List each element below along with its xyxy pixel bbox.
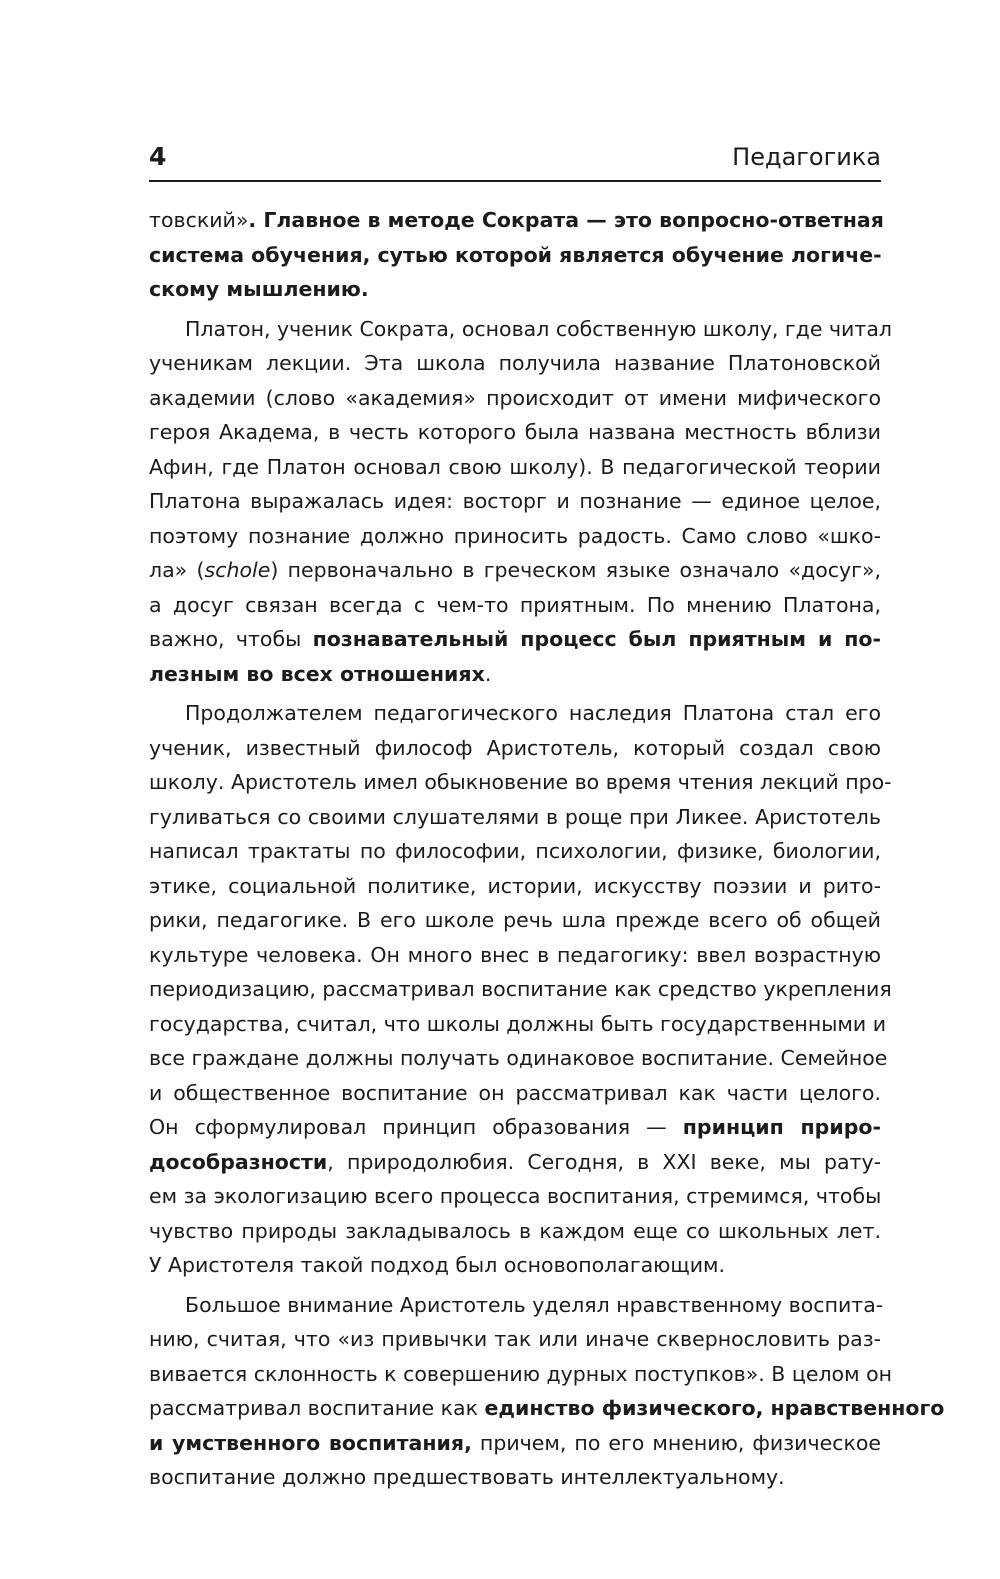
text-run: а досуг связан всегда с чем-то приятным. По мнению Платона, [149, 592, 881, 617]
bold-text: скому мышлению. [149, 277, 369, 301]
text-run: ем за экологизацию всего процесса воспитания, стремимся, чтобы [149, 1184, 882, 1208]
text-run: культуре человека. Он много внес в педагогику: ввел возрастную [149, 942, 881, 967]
running-title: Педагогика [732, 143, 881, 171]
text-line [149, 1179, 881, 1214]
text-line [149, 272, 881, 307]
text-line [149, 1460, 881, 1495]
text-line [149, 450, 881, 485]
text-run: У Аристотеля такой подход был основополагающим. [149, 1253, 726, 1277]
bold-text: система обучения, сутью которой является обучение логиче- [149, 242, 882, 267]
text-run: академии (слово «академия» происходит от имени мифического [149, 385, 881, 410]
bold-text: принцип приро- [682, 1115, 881, 1139]
text-run: Он сформулировал принцип образования — [149, 1115, 683, 1139]
text-run: периодизацию, рассматривал воспитание как средство укрепления [149, 977, 892, 1001]
text-run: нию, считая, что «из привычки так или иначе сквернословить раз- [149, 1327, 881, 1351]
text-line [149, 1076, 881, 1111]
text-line [149, 1248, 881, 1283]
text-run: , природолюбия. Сегодня, в XXI веке, мы рату- [327, 1149, 881, 1174]
text-run: рики, педагогике. В его школе речь шла прежде всего об общей [149, 908, 881, 932]
text-line [149, 1322, 881, 1357]
text-line [149, 1110, 881, 1145]
text-line [149, 903, 881, 938]
text-line [149, 800, 881, 835]
text-run: написал трактаты по философии, психологии, физике, биологии, [149, 839, 881, 863]
text-line [149, 1145, 881, 1180]
book-page [149, 0, 945, 1579]
text-line [149, 1391, 945, 1426]
text-line [149, 519, 881, 554]
text-run: все граждане должны получать одинаковое воспитание. Семейное [149, 1046, 888, 1070]
bold-text: лезным во всех отношениях [149, 661, 485, 686]
page-header [149, 138, 881, 182]
text-line [149, 1041, 888, 1076]
page-number: 4 [149, 142, 167, 171]
text-run: ) первоначально в греческом языке означало «досуг», [270, 558, 881, 582]
text-line [149, 346, 881, 381]
text-run: воспитание должно предшествовать интеллектуальному. [149, 1465, 785, 1489]
text-line [149, 731, 881, 766]
italic-text: schole [204, 558, 271, 582]
text-run: гуливаться со своими слушателями в роще при Ликее. Аристотель [149, 804, 881, 829]
text-line [149, 203, 884, 238]
text-run: Большое внимание Аристотель уделял нравственному воспита- [185, 1292, 884, 1317]
text-line [149, 622, 881, 657]
bold-text: и умственного воспитания, [149, 1430, 472, 1455]
text-line [149, 696, 881, 731]
text-line [149, 1426, 881, 1461]
text-run: поэтому познание должно приносить радость. Само слово «шко- [149, 523, 881, 548]
text-run: товский» [149, 208, 249, 232]
text-run: государства, считал, что школы должны быть государственными и [149, 1011, 887, 1036]
text-run: чувство природы закладывалось в каждом еще со школьных лет. [149, 1218, 881, 1243]
text-run: Платон, ученик Сократа, основал собственную школу, где читал [185, 316, 892, 341]
text-line [149, 484, 881, 519]
bold-text: единство физического, нравственного [484, 1396, 945, 1420]
text-line [149, 381, 881, 416]
text-line [149, 312, 892, 347]
text-run: причем, по его мнению, физическое [471, 1430, 882, 1455]
text-run: и общественное воспитание он рассматривал как части целого. [149, 1080, 881, 1105]
text-line [149, 869, 881, 904]
bold-text: . Главное в методе Сократа — это вопросно-ответная [248, 208, 884, 232]
text-line [149, 553, 881, 588]
text-line [149, 588, 881, 623]
paragraph [149, 1288, 945, 1495]
bold-text: дособразности [149, 1149, 328, 1174]
text-line [149, 657, 881, 692]
text-line [149, 1007, 887, 1042]
text-run: рассматривал воспитание как [149, 1396, 485, 1420]
text-run: вивается склонность к совершению дурных поступков». В целом он [149, 1361, 893, 1386]
text-line [149, 834, 881, 869]
bold-text: познавательный процесс был приятным и по- [312, 627, 881, 651]
text-line [149, 972, 892, 1007]
text-run: ученик, известный философ Аристотель, который создал свою [149, 735, 881, 760]
text-line [149, 938, 881, 973]
paragraph [149, 312, 892, 692]
text-run: ла» ( [149, 558, 205, 582]
paragraph [149, 696, 892, 1283]
text-line [149, 238, 881, 273]
text-run: ученикам лекции. Эта школа получила название Платоновской [149, 351, 881, 375]
text-run: этике, социальной политике, истории, искусству поэзии и рито- [149, 873, 881, 898]
paragraph [149, 203, 884, 307]
text-line [149, 415, 881, 450]
text-run: героя Академа, в честь которого была названа местность вблизи [149, 420, 881, 444]
text-run: Продолжателем педагогического наследия Платона стал его [185, 701, 881, 725]
body-text [149, 203, 945, 1500]
text-run: Платона выражалась идея: восторг и познание — единое целое, [149, 489, 881, 513]
text-run: школу. Аристотель имел обыкновение во время чтения лекций про- [149, 770, 892, 794]
text-line [149, 765, 892, 800]
text-run: . [484, 661, 492, 686]
text-run: важно, чтобы [149, 627, 313, 651]
text-line [149, 1288, 884, 1323]
text-run: Афин, где Платон основал свою школу). В педагогической теории [149, 454, 881, 479]
text-line [149, 1357, 893, 1392]
text-line [149, 1214, 881, 1249]
